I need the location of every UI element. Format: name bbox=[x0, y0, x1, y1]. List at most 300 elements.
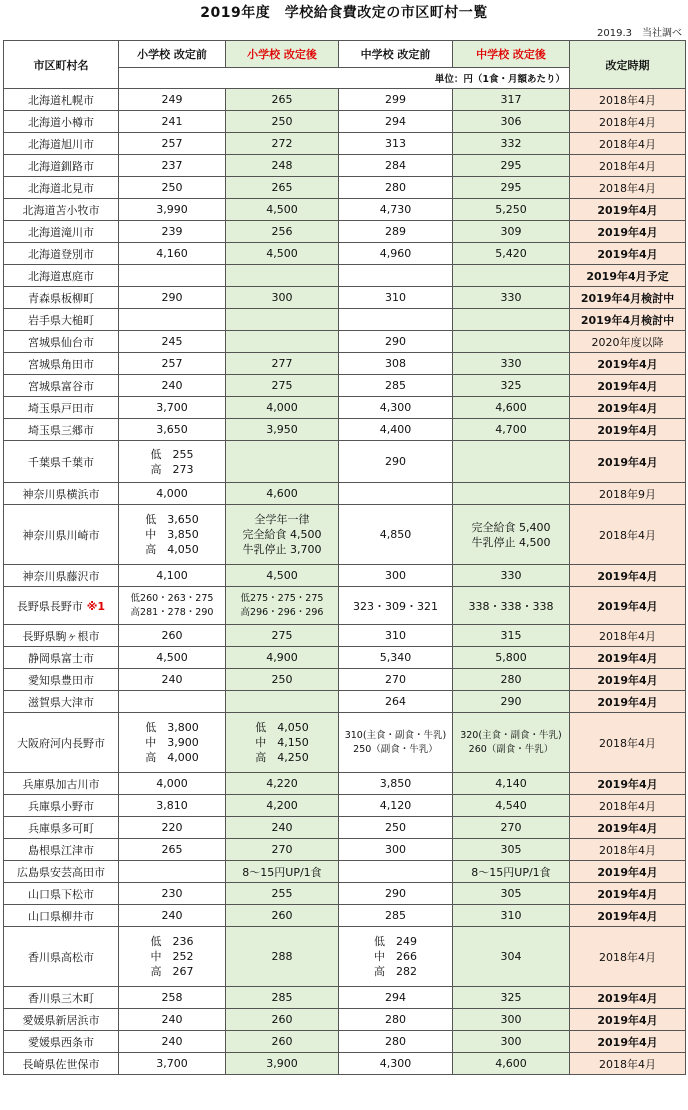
elementary-before-cell bbox=[119, 587, 226, 625]
elementary-before-cell bbox=[119, 1009, 226, 1031]
junior-after-cell bbox=[453, 375, 570, 397]
cell-line: 250（副食・牛乳） bbox=[353, 743, 438, 755]
elementary-before-cell bbox=[119, 441, 226, 483]
cell-text: 山口県柳井市 bbox=[28, 909, 94, 923]
cell-text: 325 bbox=[500, 991, 522, 1004]
junior-after-cell bbox=[453, 419, 570, 441]
cell-text: 294 bbox=[385, 115, 406, 128]
cell-text: 280 bbox=[385, 181, 406, 194]
municipality-cell bbox=[4, 565, 119, 587]
cell-text: 4,300 bbox=[379, 1057, 412, 1070]
elementary-after-cell bbox=[226, 883, 339, 905]
junior-after-cell bbox=[453, 331, 570, 353]
cell-line: 高 282 bbox=[374, 965, 417, 978]
revision-date-cell bbox=[570, 565, 686, 587]
revision-date-cell bbox=[570, 795, 686, 817]
header-elementary-before: 小学校 改定前 bbox=[119, 41, 226, 68]
elementary-after-cell bbox=[226, 375, 339, 397]
municipality-cell bbox=[4, 483, 119, 505]
municipality-cell bbox=[4, 861, 119, 883]
cell-text: 2020年度以降 bbox=[591, 335, 664, 349]
elementary-before-cell bbox=[119, 375, 226, 397]
elementary-before-cell bbox=[119, 243, 226, 265]
cell-text: 325 bbox=[500, 379, 522, 392]
junior-before-cell bbox=[339, 987, 453, 1009]
cell-text: 4,500 bbox=[266, 203, 298, 216]
cell-text: 260 bbox=[271, 1013, 293, 1026]
cell-text: 272 bbox=[271, 137, 293, 150]
elementary-after-cell bbox=[226, 1053, 339, 1075]
cell-text: 2018年4月 bbox=[599, 629, 656, 643]
elementary-after-cell bbox=[226, 773, 339, 795]
municipality-cell bbox=[4, 133, 119, 155]
cell-text: 220 bbox=[161, 821, 183, 834]
cell-text: 3,650 bbox=[156, 423, 188, 436]
revision-date-cell bbox=[570, 221, 686, 243]
table-row bbox=[4, 177, 686, 199]
revision-date-cell bbox=[570, 375, 686, 397]
cell-text: 250 bbox=[385, 821, 406, 834]
cell-text: 4,500 bbox=[156, 651, 188, 664]
elementary-after-cell bbox=[226, 839, 339, 861]
cell-text: 北海道恵庭市 bbox=[28, 269, 94, 283]
table-row bbox=[4, 987, 686, 1009]
junior-after-cell bbox=[453, 177, 570, 199]
cell-line: 高 4,250 bbox=[255, 751, 309, 764]
elementary-after-cell bbox=[226, 89, 339, 111]
cell-text: 2018年4月 bbox=[599, 137, 656, 151]
revision-date-cell bbox=[570, 839, 686, 861]
elementary-before-cell bbox=[119, 287, 226, 309]
header-junior-after: 中学校 改定後 bbox=[453, 41, 570, 68]
cell-text: 257 bbox=[161, 357, 183, 370]
cell-text: 3,700 bbox=[156, 1057, 188, 1070]
revision-date-cell bbox=[570, 177, 686, 199]
cell-text: 愛媛県西条市 bbox=[28, 1035, 94, 1049]
municipality-cell bbox=[4, 155, 119, 177]
cell-line: 中 3,850 bbox=[145, 528, 199, 541]
cell-text: 4,700 bbox=[495, 423, 527, 436]
elementary-after-cell bbox=[226, 1031, 339, 1053]
junior-after-cell bbox=[453, 713, 570, 773]
page-title: 2019年度 学校給食費改定の市区町村一覧 bbox=[200, 5, 488, 21]
cell-text: 294 bbox=[385, 991, 406, 1004]
table-row bbox=[4, 587, 686, 625]
junior-before-cell bbox=[339, 483, 453, 505]
revision-date-cell bbox=[570, 587, 686, 625]
table-row bbox=[4, 309, 686, 331]
junior-before-cell bbox=[339, 177, 453, 199]
table-row bbox=[4, 773, 686, 795]
table-row bbox=[4, 331, 686, 353]
cell-line: 中 252 bbox=[150, 950, 194, 963]
table-row bbox=[4, 505, 686, 565]
elementary-before-cell bbox=[119, 713, 226, 773]
junior-after-cell bbox=[453, 265, 570, 287]
cell-text: 4,000 bbox=[156, 487, 188, 500]
cell-text: 宮城県角田市 bbox=[28, 357, 94, 371]
cell-text: 338・338・338 bbox=[468, 599, 554, 613]
cell-line: 低 255 bbox=[150, 447, 194, 461]
cell-text: 2019年4月 bbox=[597, 599, 658, 613]
revision-date-cell bbox=[570, 773, 686, 795]
cell-text: 277 bbox=[271, 357, 293, 370]
cell-text: 滋賀県大津市 bbox=[28, 695, 94, 709]
revision-date-cell bbox=[570, 441, 686, 483]
elementary-before-cell bbox=[119, 669, 226, 691]
cell-text: 2018年4月 bbox=[599, 1057, 656, 1071]
cell-text: 2018年4月 bbox=[599, 115, 656, 129]
cell-line: 低 4,050 bbox=[255, 721, 309, 734]
municipality-cell bbox=[4, 375, 119, 397]
junior-after-cell bbox=[453, 155, 570, 177]
municipality-cell bbox=[4, 927, 119, 987]
junior-before-cell bbox=[339, 331, 453, 353]
cell-text: 256 bbox=[271, 225, 293, 238]
cell-text: 290 bbox=[500, 695, 522, 708]
revision-date-cell bbox=[570, 397, 686, 419]
junior-before-cell bbox=[339, 691, 453, 713]
cell-line: 低 249 bbox=[374, 935, 417, 948]
junior-before-cell bbox=[339, 625, 453, 647]
table-body bbox=[4, 89, 686, 1075]
junior-before-cell bbox=[339, 397, 453, 419]
cell-text: 264 bbox=[385, 695, 406, 708]
junior-after-cell bbox=[453, 795, 570, 817]
cell-text: 青森県板柳町 bbox=[28, 291, 94, 305]
municipality-cell bbox=[4, 243, 119, 265]
cell-text: 5,800 bbox=[495, 651, 527, 664]
cell-text: 2019年4月 bbox=[597, 401, 658, 415]
cell-text: 300 bbox=[385, 843, 406, 856]
cell-text: 2019年4月 bbox=[597, 865, 658, 879]
elementary-before-cell bbox=[119, 1053, 226, 1075]
cell-text: 5,420 bbox=[495, 247, 527, 260]
junior-before-cell bbox=[339, 773, 453, 795]
elementary-after-cell bbox=[226, 133, 339, 155]
revision-date-cell bbox=[570, 133, 686, 155]
cell-text: 240 bbox=[271, 821, 293, 834]
cell-text: 8～15円UP/1食 bbox=[471, 865, 551, 879]
cell-text: 4,220 bbox=[266, 777, 298, 790]
elementary-before-cell bbox=[119, 133, 226, 155]
junior-before-cell bbox=[339, 565, 453, 587]
revision-date-cell bbox=[570, 817, 686, 839]
revision-date-cell bbox=[570, 155, 686, 177]
revision-date-cell bbox=[570, 987, 686, 1009]
municipality-cell bbox=[4, 625, 119, 647]
junior-before-cell bbox=[339, 155, 453, 177]
cell-text: 4,850 bbox=[379, 528, 412, 541]
junior-after-cell bbox=[453, 669, 570, 691]
revision-date-cell bbox=[570, 625, 686, 647]
table-row bbox=[4, 353, 686, 375]
cell-text: 270 bbox=[385, 673, 406, 686]
elementary-after-cell bbox=[226, 397, 339, 419]
municipality-cell bbox=[4, 839, 119, 861]
unit-label: 単位：円（1食・月額あたり） bbox=[119, 68, 570, 89]
junior-before-cell bbox=[339, 375, 453, 397]
cell-text: 240 bbox=[161, 379, 183, 392]
municipality-cell bbox=[4, 817, 119, 839]
cell-text: 4,200 bbox=[266, 799, 298, 812]
cell-text: 280 bbox=[385, 1035, 406, 1048]
municipality-cell bbox=[4, 397, 119, 419]
elementary-before-cell bbox=[119, 89, 226, 111]
cell-text: 2019年4月 bbox=[597, 887, 658, 901]
cell-text: 大阪府河内長野市 bbox=[17, 736, 105, 750]
cell-text: 2018年4月 bbox=[599, 528, 656, 542]
cell-text: 275 bbox=[271, 629, 293, 642]
cell-text: 兵庫県加古川市 bbox=[22, 777, 100, 791]
cell-text: 4,120 bbox=[379, 799, 412, 812]
cell-line: 牛乳停止 3,700 bbox=[242, 543, 322, 556]
revision-table bbox=[3, 40, 686, 1075]
junior-after-cell bbox=[453, 89, 570, 111]
junior-after-cell bbox=[453, 691, 570, 713]
elementary-after-cell bbox=[226, 483, 339, 505]
elementary-after-cell bbox=[226, 353, 339, 375]
elementary-after-cell bbox=[226, 331, 339, 353]
cell-text: 249 bbox=[161, 93, 183, 106]
cell-text: 4,500 bbox=[266, 569, 298, 582]
table-row bbox=[4, 1053, 686, 1075]
cell-line: 高 267 bbox=[150, 965, 194, 978]
cell-text: 兵庫県多可町 bbox=[28, 821, 94, 835]
cell-text: 埼玉県三郷市 bbox=[28, 423, 94, 437]
municipality-cell bbox=[4, 419, 119, 441]
elementary-after-cell bbox=[226, 669, 339, 691]
municipality-cell bbox=[4, 987, 119, 1009]
junior-before-cell bbox=[339, 713, 453, 773]
cell-text: 4,730 bbox=[379, 203, 412, 216]
cell-text: 2019年4月 bbox=[597, 569, 658, 583]
junior-before-cell bbox=[339, 309, 453, 331]
cell-text: 長崎県佐世保市 bbox=[22, 1057, 100, 1071]
revision-date-cell bbox=[570, 883, 686, 905]
elementary-before-cell bbox=[119, 883, 226, 905]
cell-text: 290 bbox=[385, 887, 406, 900]
revision-date-cell bbox=[570, 309, 686, 331]
revision-date-cell bbox=[570, 419, 686, 441]
cell-text: 2019年4月 bbox=[597, 1013, 658, 1027]
table-row bbox=[4, 419, 686, 441]
cell-text: 305 bbox=[500, 887, 522, 900]
cell-text: 2019年4月 bbox=[597, 695, 658, 709]
cell-text: 長野県駒ヶ根市 bbox=[22, 629, 100, 643]
cell-line: 310(主食・副食・牛乳) bbox=[344, 729, 447, 741]
table-row bbox=[4, 265, 686, 287]
cell-text: 島根県江津市 bbox=[28, 843, 94, 857]
municipality-cell bbox=[4, 287, 119, 309]
table-row bbox=[4, 905, 686, 927]
cell-text: 2019年4月 bbox=[597, 247, 658, 261]
elementary-before-cell bbox=[119, 177, 226, 199]
cell-line: 低275・275・275 bbox=[240, 592, 324, 604]
table-row bbox=[4, 89, 686, 111]
cell-text: 285 bbox=[385, 379, 406, 392]
municipality-cell bbox=[4, 905, 119, 927]
cell-text: 2018年4月 bbox=[599, 181, 656, 195]
cell-text: 299 bbox=[385, 93, 406, 106]
elementary-after-cell bbox=[226, 987, 339, 1009]
table-row bbox=[4, 397, 686, 419]
revision-date-cell bbox=[570, 353, 686, 375]
cell-text: 2019年4月 bbox=[597, 225, 658, 239]
junior-after-cell bbox=[453, 625, 570, 647]
cell-line: 高 4,000 bbox=[145, 751, 199, 764]
junior-after-cell bbox=[453, 905, 570, 927]
cell-line: 低 3,650 bbox=[145, 513, 199, 526]
cell-text: 2019年4月 bbox=[597, 909, 658, 923]
junior-after-cell bbox=[453, 309, 570, 331]
elementary-after-cell bbox=[226, 287, 339, 309]
cell-text: 埼玉県戸田市 bbox=[28, 401, 94, 415]
elementary-after-cell bbox=[226, 713, 339, 773]
cell-text: 4,600 bbox=[495, 1057, 527, 1070]
cell-text: 4,960 bbox=[379, 247, 412, 260]
elementary-before-cell bbox=[119, 353, 226, 375]
cell-text: 315 bbox=[500, 629, 522, 642]
cell-text: 300 bbox=[500, 1035, 522, 1048]
cell-text: 長野県長野市 bbox=[16, 599, 83, 613]
elementary-before-cell bbox=[119, 927, 226, 987]
cell-text: 258 bbox=[161, 991, 183, 1004]
table-row bbox=[4, 287, 686, 309]
cell-text: 300 bbox=[385, 569, 406, 582]
cell-text: 宮城県富谷市 bbox=[28, 379, 94, 393]
junior-before-cell bbox=[339, 1031, 453, 1053]
cell-text: 265 bbox=[271, 93, 293, 106]
elementary-after-cell bbox=[226, 243, 339, 265]
cell-text: 静岡県富士市 bbox=[28, 651, 94, 665]
junior-before-cell bbox=[339, 647, 453, 669]
cell-line: 320(主食・副食・牛乳) bbox=[460, 729, 562, 741]
cell-text: 2019年4月 bbox=[597, 673, 658, 687]
cell-text: 250 bbox=[271, 115, 293, 128]
table-row bbox=[4, 713, 686, 773]
cell-text: 2019年4月 bbox=[597, 821, 658, 835]
cell-text: 3,700 bbox=[156, 401, 188, 414]
elementary-before-cell bbox=[119, 691, 226, 713]
junior-after-cell bbox=[453, 565, 570, 587]
elementary-before-cell bbox=[119, 987, 226, 1009]
cell-text: 260 bbox=[271, 1035, 293, 1048]
cell-text: 香川県三木町 bbox=[28, 991, 94, 1005]
junior-before-cell bbox=[339, 795, 453, 817]
elementary-before-cell bbox=[119, 155, 226, 177]
cell-text: 280 bbox=[385, 1013, 406, 1026]
cell-text: 310 bbox=[500, 909, 522, 922]
table-row bbox=[4, 647, 686, 669]
elementary-after-cell bbox=[226, 647, 339, 669]
junior-before-cell bbox=[339, 839, 453, 861]
elementary-before-cell bbox=[119, 625, 226, 647]
cell-text: 2018年4月 bbox=[599, 159, 656, 173]
header-municipality: 市区町村名 bbox=[4, 41, 119, 89]
table-row bbox=[4, 883, 686, 905]
table-row bbox=[4, 1031, 686, 1053]
cell-text: 330 bbox=[500, 569, 522, 582]
elementary-after-cell bbox=[226, 905, 339, 927]
junior-before-cell bbox=[339, 287, 453, 309]
cell-text: 265 bbox=[161, 843, 183, 856]
revision-date-cell bbox=[570, 89, 686, 111]
cell-text: 3,950 bbox=[266, 423, 298, 436]
municipality-cell bbox=[4, 505, 119, 565]
cell-text: 北海道苫小牧市 bbox=[22, 203, 100, 217]
junior-before-cell bbox=[339, 669, 453, 691]
cell-text: 310 bbox=[385, 629, 406, 642]
junior-after-cell bbox=[453, 1031, 570, 1053]
elementary-after-cell bbox=[226, 795, 339, 817]
junior-after-cell bbox=[453, 287, 570, 309]
elementary-before-cell bbox=[119, 1031, 226, 1053]
cell-text: 神奈川県藤沢市 bbox=[22, 569, 100, 583]
revision-date-cell bbox=[570, 647, 686, 669]
header-elementary-after: 小学校 改定後 bbox=[226, 41, 339, 68]
table-row bbox=[4, 565, 686, 587]
cell-text: 3,850 bbox=[379, 777, 412, 790]
elementary-before-cell bbox=[119, 309, 226, 331]
municipality-cell bbox=[4, 353, 119, 375]
cell-line: 高296・296・296 bbox=[240, 606, 324, 618]
elementary-after-cell bbox=[226, 155, 339, 177]
table-row bbox=[4, 817, 686, 839]
elementary-after-cell bbox=[226, 309, 339, 331]
cell-text: 239 bbox=[161, 225, 183, 238]
cell-text: 288 bbox=[271, 950, 293, 963]
cell-text: 2019年4月予定 bbox=[586, 269, 669, 283]
elementary-after-cell bbox=[226, 565, 339, 587]
junior-before-cell bbox=[339, 89, 453, 111]
cell-text: 2019年4月検討中 bbox=[580, 291, 675, 305]
header-junior-before: 中学校 改定前 bbox=[339, 41, 453, 68]
table-row bbox=[4, 669, 686, 691]
municipality-cell bbox=[4, 587, 119, 625]
cell-text: 280 bbox=[500, 673, 522, 686]
header-revision-date: 改定時期 bbox=[570, 41, 686, 89]
cell-text: 4,400 bbox=[379, 423, 412, 436]
cell-text: 愛知県豊田市 bbox=[28, 673, 94, 687]
cell-text: 317 bbox=[500, 93, 522, 106]
cell-text: 295 bbox=[500, 159, 522, 172]
elementary-after-cell bbox=[226, 111, 339, 133]
cell-text: 313 bbox=[385, 137, 406, 150]
elementary-before-cell bbox=[119, 505, 226, 565]
junior-after-cell bbox=[453, 817, 570, 839]
cell-text: 4,000 bbox=[266, 401, 298, 414]
junior-before-cell bbox=[339, 1053, 453, 1075]
cell-text: 330 bbox=[500, 357, 522, 370]
cell-text: 5,340 bbox=[379, 651, 412, 664]
table-row bbox=[4, 795, 686, 817]
municipality-cell bbox=[4, 795, 119, 817]
elementary-before-cell bbox=[119, 111, 226, 133]
revision-date-cell bbox=[570, 905, 686, 927]
elementary-after-cell bbox=[226, 927, 339, 987]
junior-after-cell bbox=[453, 1009, 570, 1031]
revision-date-cell bbox=[570, 483, 686, 505]
cell-text: 248 bbox=[271, 159, 293, 172]
table-row bbox=[4, 927, 686, 987]
cell-text: 愛媛県新居浜市 bbox=[22, 1013, 100, 1027]
junior-after-cell bbox=[453, 839, 570, 861]
cell-text: 岩手県大槌町 bbox=[28, 313, 94, 327]
revision-date-cell bbox=[570, 669, 686, 691]
cell-text: 260 bbox=[271, 909, 293, 922]
junior-before-cell bbox=[339, 927, 453, 987]
